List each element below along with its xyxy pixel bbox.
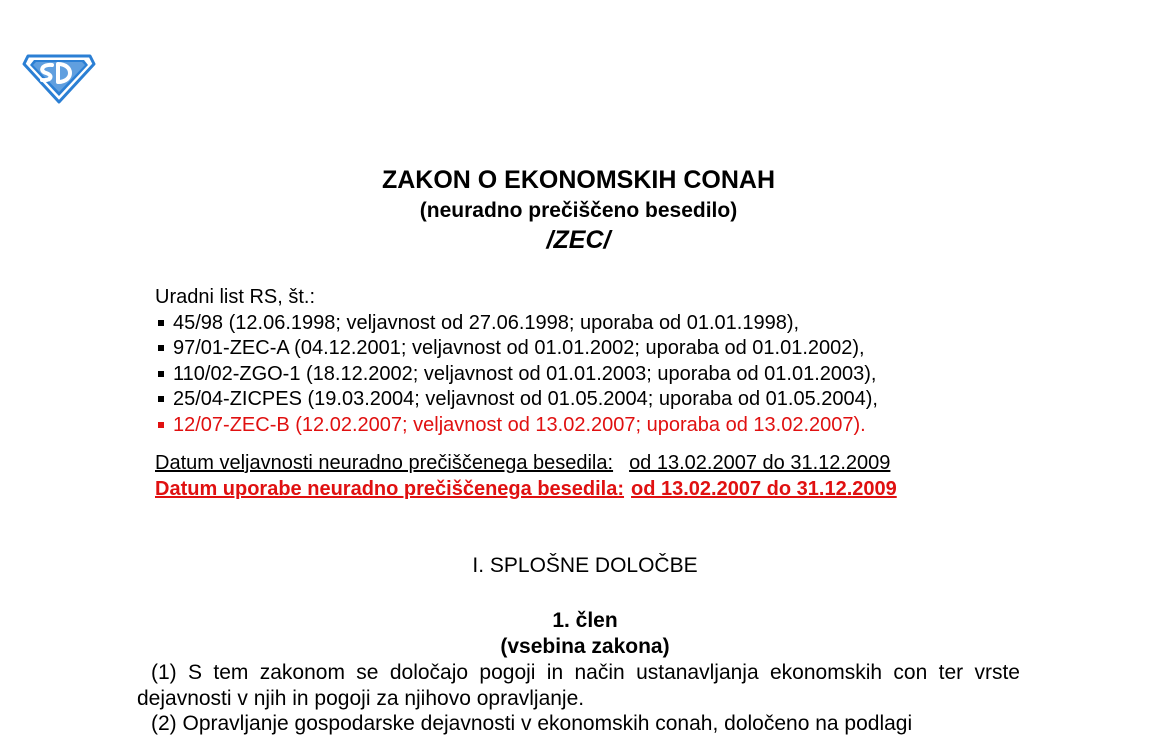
document-subtitle: (neuradno prečiščeno besedilo) bbox=[419, 199, 738, 222]
application-label: Datum uporabe neuradno prečiščenega besedila: bbox=[155, 478, 625, 500]
article-body bbox=[137, 660, 1020, 737]
gazette-list bbox=[155, 311, 1055, 439]
validity-label: Datum veljavnosti neuradno prečiščenega besedila: bbox=[155, 452, 614, 474]
bullet-icon bbox=[158, 371, 164, 377]
bullet-icon bbox=[158, 422, 164, 428]
validity-row bbox=[155, 450, 897, 476]
application-value: od 13.02.2007 do 31.12.2009 bbox=[631, 478, 897, 500]
gazette-item: 25/04-ZICPES (19.03.2004; veljavnost od 01.05.2004; uporaba od 01.05.2004), bbox=[155, 387, 1055, 413]
bullet-icon bbox=[158, 345, 164, 351]
gazette-heading: Uradni list RS, št.: bbox=[155, 286, 316, 308]
document-title: ZAKON O EKONOMSKIH CONAH bbox=[381, 166, 776, 194]
gazette-item-highlighted: 12/07-ZEC-B (12.02.2007; veljavnost od 13.02.2007; uporaba od 13.02.2007). bbox=[155, 413, 1055, 439]
article-paragraph: (1) S tem zakonom se določajo pogoji in način ustanavljanja ekonomskih con ter vrste dejavnosti v njih in pogoji za njihovo opravljanje. bbox=[137, 661, 1020, 710]
sd-logo-icon bbox=[22, 50, 96, 104]
article-paragraph: (2) Opravljanje gospodarske dejavnosti v ekonomskih conah, določeno na podlagi bbox=[151, 712, 913, 735]
gazette-item: 110/02-ZGO-1 (18.12.2002; veljavnost od 01.01.2003; uporaba od 01.01.2003), bbox=[155, 362, 1055, 388]
document-abbreviation: /ZEC/ bbox=[546, 226, 611, 254]
gazette-item: 45/98 (12.06.1998; veljavnost od 27.06.1998; uporaba od 01.01.1998), bbox=[155, 311, 1055, 337]
application-row bbox=[155, 476, 897, 502]
article-heading: (vsebina zakona) bbox=[500, 635, 670, 658]
bullet-icon bbox=[158, 320, 164, 326]
gazette-references bbox=[155, 285, 1055, 438]
gazette-item: 97/01-ZEC-A (04.12.2001; veljavnost od 01.01.2002; uporaba od 01.01.2002), bbox=[155, 336, 1055, 362]
chapter-title: I. SPLOŠNE DOLOČBE bbox=[472, 554, 698, 577]
bullet-icon bbox=[158, 396, 164, 402]
validity-dates bbox=[155, 450, 897, 502]
article-header bbox=[0, 608, 1157, 660]
validity-value: od 13.02.2007 do 31.12.2009 bbox=[629, 452, 891, 474]
article-number: 1. člen bbox=[552, 609, 618, 632]
